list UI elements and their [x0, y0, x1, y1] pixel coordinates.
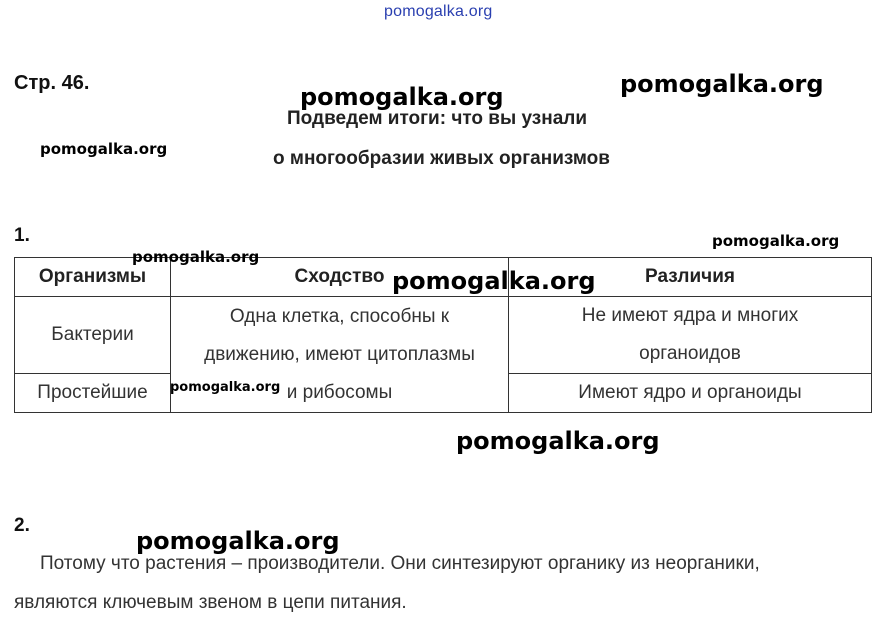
column-header-differences: Различия: [509, 258, 872, 297]
difference-line: Не имеют ядра и многих: [581, 305, 799, 326]
organism-cell: Бактерии: [15, 297, 171, 374]
organism-cell: Простейшие: [15, 374, 171, 413]
heading-line-1: Подведем итоги: что вы узнали: [287, 108, 588, 129]
watermark: pomogalka.org: [170, 380, 281, 395]
table-row: [15, 297, 872, 374]
watermark: pomogalka.org: [40, 140, 168, 158]
watermark: pomogalka.org: [132, 248, 260, 266]
heading-line-2: о многообразии живых организмов: [273, 148, 610, 169]
watermark: pomogalka.org: [136, 527, 340, 555]
difference-cell: Имеют ядро и органоиды: [509, 374, 872, 413]
similarity-line: движению, имеют цитоплазмы: [204, 343, 475, 365]
similarity-line: и рибосомы: [286, 381, 393, 403]
watermark: pomogalka.org: [712, 232, 840, 250]
column-header-similarity: Сходство: [171, 258, 509, 297]
column-header-organisms: Организмы: [15, 258, 171, 297]
watermark: pomogalka.org: [300, 83, 504, 111]
task-1-number: 1.: [14, 225, 30, 246]
task-2-answer-line-2: являются ключевым звеном в цепи питания.: [14, 592, 407, 613]
site-header-watermark: pomogalka.org: [384, 3, 493, 20]
page-reference: Стр. 46.: [14, 72, 90, 94]
difference-cell: [509, 297, 872, 374]
task-2-answer-line-1: Потому что растения – производители. Они синтезируют органику из неорганики,: [40, 553, 760, 574]
difference-line: органоидов: [639, 343, 741, 364]
watermark: pomogalka.org: [620, 70, 824, 98]
watermark: pomogalka.org: [456, 427, 660, 455]
task-2-number: 2.: [14, 515, 30, 536]
similarity-cell: [171, 297, 509, 413]
watermark: pomogalka.org: [392, 267, 596, 295]
similarity-line: Одна клетка, способны к: [229, 305, 450, 327]
